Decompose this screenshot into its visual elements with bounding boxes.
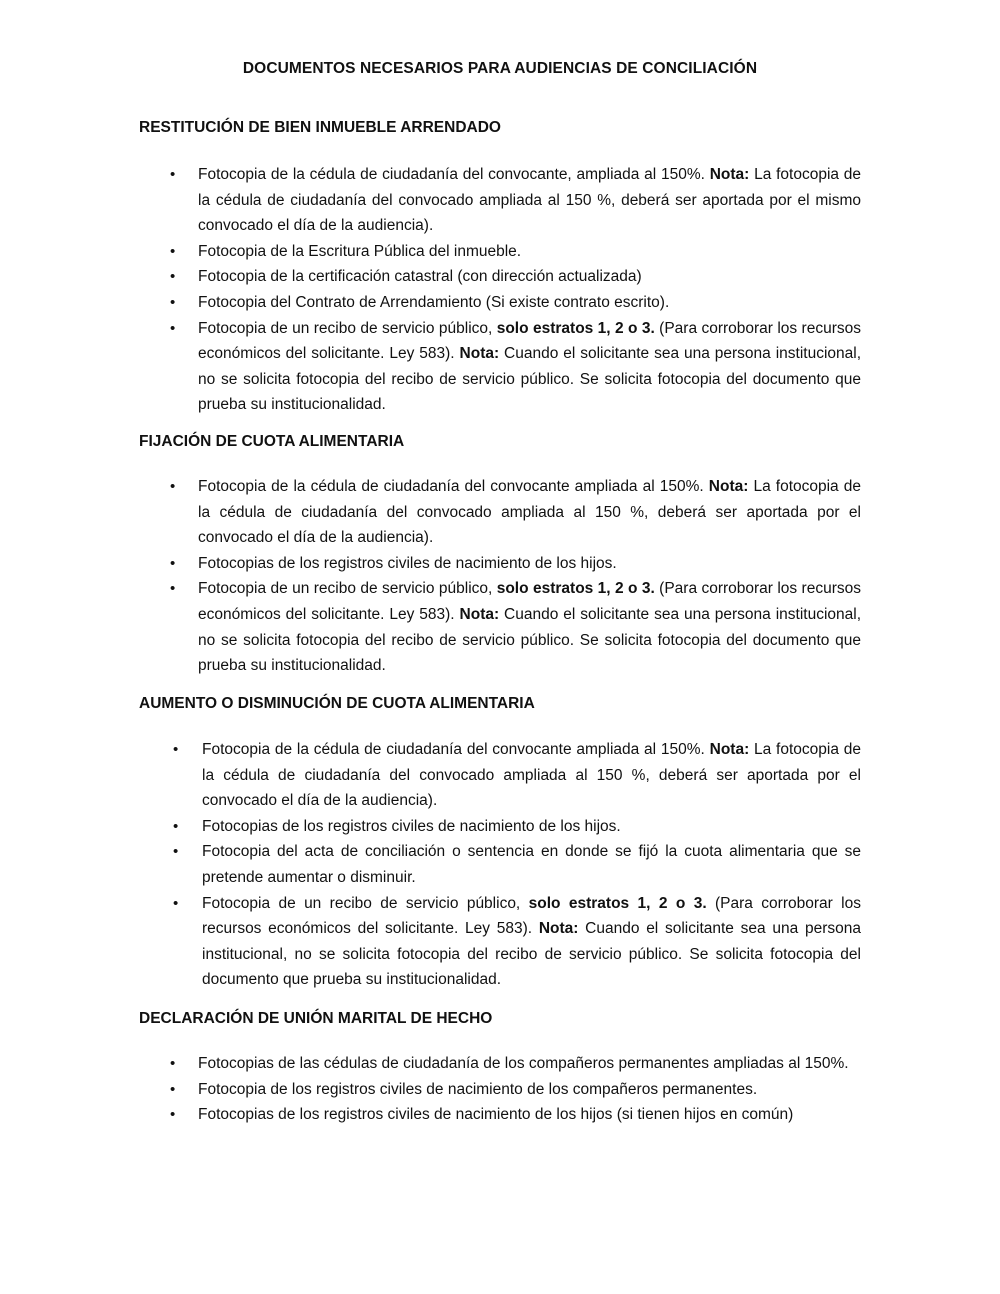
bullet-icon: • — [170, 319, 176, 337]
bullet-icon: • — [170, 554, 176, 572]
bullet-icon: • — [173, 843, 179, 861]
list-item: • Fotocopias de los registros civiles de nacimiento de los hijos (si tienen hijos en común) — [139, 1102, 861, 1128]
bullet-icon: • — [170, 1080, 176, 1098]
list-item: • Fotocopias de los registros civiles de nacimiento de los hijos. — [139, 551, 861, 577]
list-item: • Fotocopia de la Escritura Pública del inmueble. — [139, 239, 861, 265]
bullet-icon: • — [173, 741, 179, 758]
bullet-icon: • — [170, 268, 176, 286]
bullet-icon: • — [170, 242, 176, 260]
bullet-icon: • — [173, 817, 179, 835]
requirements-list — [139, 474, 861, 679]
list-item: • Fotocopia de la cédula de ciudadanía del convocante, ampliada al 150%. Nota: La fotocopia de la cédula de ciudadanía del convocado ampliada al 150 %, deberá ser aportada por el mismo convocado el día de la audiencia). — [139, 162, 861, 239]
list-item: • Fotocopia de un recibo de servicio público, solo estratos 1, 2 o 3. (Para corroborar los recursos económicos del solicitante. Ley 583). Nota: Cuando el solicitante sea una persona institucional, no se solicita fotocopia del recibo de servicio público. Se solicita fotocopia del documento que prueba su institucionalidad. — [139, 576, 861, 678]
section-fijacion-cuota — [139, 431, 861, 679]
requirements-list — [139, 737, 861, 993]
list-item: • Fotocopia de un recibo de servicio público, solo estratos 1, 2 o 3. (Para corroborar los recursos económicos del solicitante. Ley 583). Nota: Cuando el solicitante sea una persona institucional, no se solicita fotocopia del recibo de servicio público. Se solicita fotocopia del documento que prueba su institucionalidad. — [139, 316, 861, 418]
list-item: • Fotocopia del acta de conciliación o sentencia en donde se fijó la cuota alimentaria que se pretende aumentar o disminuir. — [139, 839, 861, 890]
bullet-icon: • — [173, 894, 179, 912]
section-heading: FIJACIÓN DE CUOTA ALIMENTARIA — [139, 433, 405, 450]
list-item: • Fotocopia del Contrato de Arrendamiento (Si existe contrato escrito). — [139, 290, 861, 316]
section-heading: AUMENTO O DISMINUCIÓN DE CUOTA ALIMENTARIA — [139, 695, 535, 712]
list-item: • Fotocopia de un recibo de servicio público, solo estratos 1, 2 o 3. (Para corroborar los recursos económicos del solicitante. Ley 583). Nota: Cuando el solicitante sea una persona institucional, no se solicita fotocopia del recibo de servicio público. Se solicita fotocopia del documento que prueba su institucionalidad. — [139, 891, 861, 993]
section-heading: DECLARACIÓN DE UNIÓN MARITAL DE HECHO — [139, 1010, 493, 1027]
requirements-list — [139, 1051, 861, 1128]
document-title: DOCUMENTOS NECESARIOS PARA AUDIENCIAS DE CONCILIACIÓN — [242, 60, 758, 77]
list-item: • Fotocopia de la cédula de ciudadanía del convocante ampliada al 150%. Nota: La fotocopia de la cédula de ciudadanía del convocado ampliada al 150 %, deberá ser aportada por el convocado el día de la audiencia). — [139, 737, 861, 814]
list-item: • Fotocopias de los registros civiles de nacimiento de los hijos. — [139, 814, 861, 840]
list-item: • Fotocopia de la cédula de ciudadanía del convocante ampliada al 150%. Nota: La fotocopia de la cédula de ciudadanía del convocado ampliada al 150 %, deberá ser aportada por el convocado el día de la audiencia). — [139, 474, 861, 551]
bullet-icon: • — [170, 1055, 176, 1072]
section-aumento-disminucion — [139, 693, 861, 993]
list-item: • Fotocopia de los registros civiles de nacimiento de los compañeros permanentes. — [139, 1077, 861, 1103]
section-union-marital — [139, 1008, 861, 1128]
section-restitucion — [139, 117, 861, 418]
bullet-icon: • — [170, 166, 176, 183]
bullet-icon: • — [170, 1106, 176, 1124]
bullet-icon: • — [170, 478, 176, 495]
bullet-icon: • — [170, 293, 176, 311]
section-heading: RESTITUCIÓN DE BIEN INMUEBLE ARRENDADO — [139, 119, 501, 136]
bullet-icon: • — [170, 580, 176, 598]
list-item: • Fotocopias de las cédulas de ciudadanía de los compañeros permanentes ampliadas al 150%. — [139, 1051, 861, 1077]
requirements-list — [139, 162, 861, 418]
list-item: • Fotocopia de la certificación catastral (con dirección actualizada) — [139, 264, 861, 290]
